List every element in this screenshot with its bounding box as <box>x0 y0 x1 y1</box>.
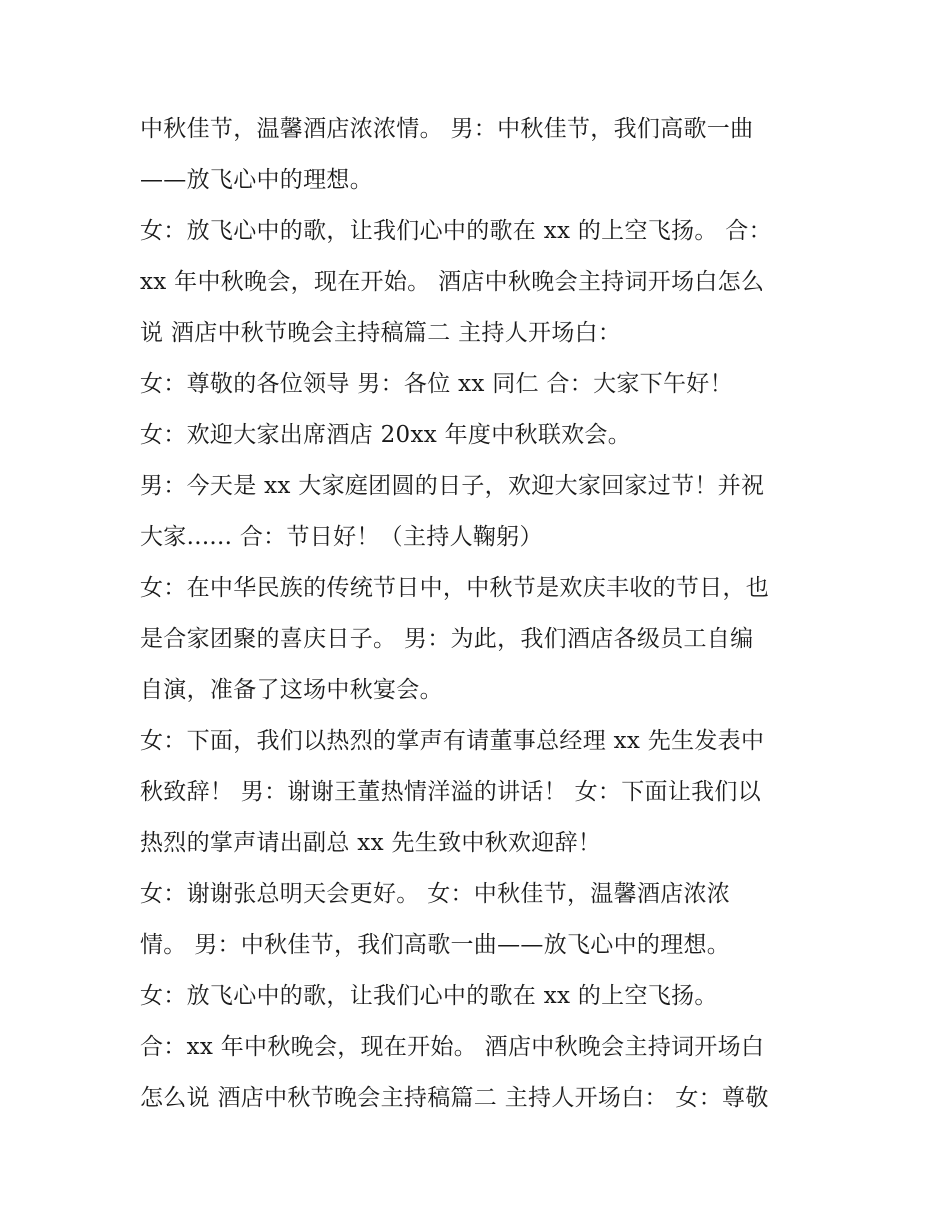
text-line: 热烈的掌声请出副总 xx 先生致中秋欢迎辞！ <box>140 830 602 856</box>
text-line: 秋致辞！ 男：谢谢王董热情洋溢的讲话！ 女：下面让我们以 <box>140 779 762 805</box>
text-line: 中秋佳节，温馨酒店浓浓情。 男：中秋佳节，我们高歌一曲 <box>140 116 754 142</box>
text-line: 怎么说 酒店中秋节晚会主持稿篇二 主持人开场白： 女：尊敬 <box>140 1085 769 1111</box>
text-line: ——放飞心中的理想。 <box>140 167 373 193</box>
text-line: 男：今天是 xx 大家庭团圆的日子，欢迎大家回家过节！并祝 <box>140 473 765 499</box>
text-line: 女：放飞心中的歌，让我们心中的歌在 xx 的上空飞扬。 合： <box>140 218 772 244</box>
text-line: 合：xx 年中秋晚会，现在开始。 酒店中秋晚会主持词开场白 <box>140 1034 765 1060</box>
text-line: 自演，准备了这场中秋宴会。 <box>140 677 443 703</box>
text-line: 女：欢迎大家出席酒店 20xx 年度中秋联欢会。 <box>140 422 632 448</box>
document-body <box>140 104 820 1124</box>
text-line: 女：在中华民族的传统节日中，中秋节是欢庆丰收的节日，也 <box>140 575 770 601</box>
text-line: 是合家团聚的喜庆日子。 男：为此，我们酒店各级员工自编 <box>140 626 754 652</box>
text-line: 女：下面，我们以热烈的掌声有请董事总经理 xx 先生发表中 <box>140 728 765 754</box>
text-line: 女：尊敬的各位领导 男：各位 xx 同仁 合：大家下午好！ <box>140 371 733 397</box>
text-line: 女：谢谢张总明天会更好。 女：中秋佳节，温馨酒店浓浓 <box>140 881 731 907</box>
text-line: 情。 男：中秋佳节，我们高歌一曲——放飞心中的理想。 <box>140 932 731 958</box>
text-line: 女：放飞心中的歌，让我们心中的歌在 xx 的上空飞扬。 <box>140 983 718 1009</box>
text-line: 大家...... 合：节日好！（主持人鞠躬） <box>140 524 543 550</box>
text-line: xx 年中秋晚会，现在开始。 酒店中秋晚会主持词开场白怎么 <box>140 269 765 295</box>
text-line: 说 酒店中秋节晚会主持稿篇二 主持人开场白： <box>140 320 622 346</box>
